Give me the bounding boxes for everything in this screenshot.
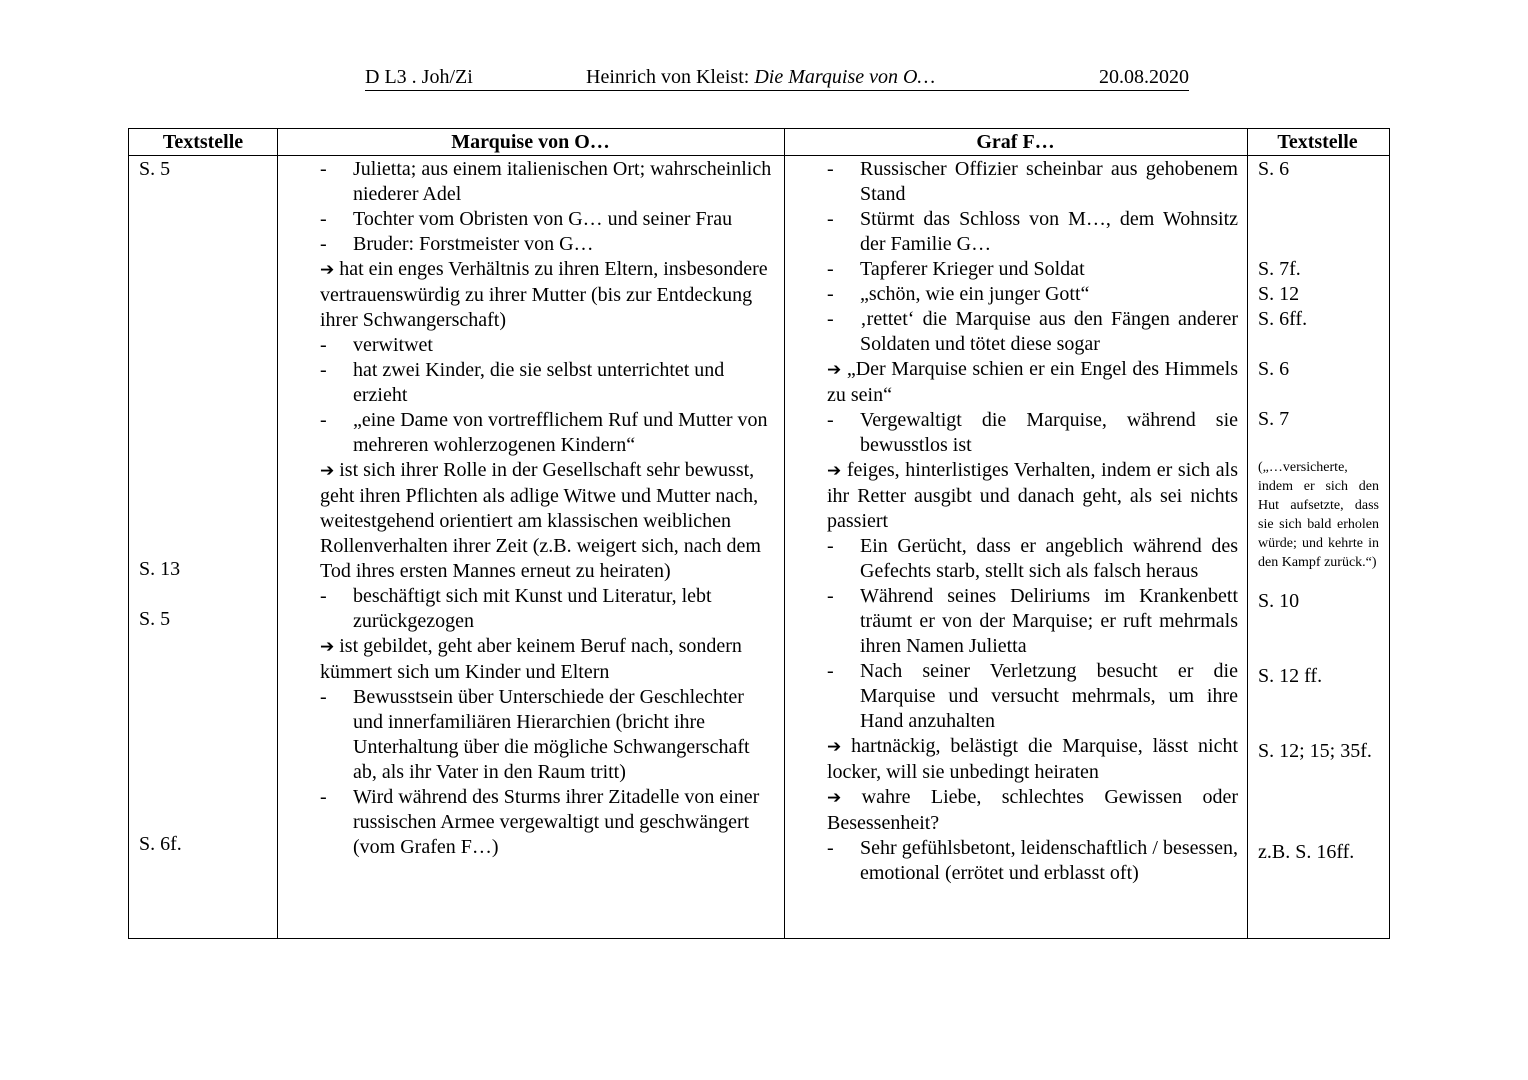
list-item: - „schön, wie ein junger Gott“	[827, 283, 1090, 305]
arrow-right-icon: ➔	[827, 461, 842, 481]
marquise-column	[320, 157, 778, 860]
column-divider	[784, 129, 785, 938]
arrow-right-icon: ➔	[320, 637, 335, 657]
graf-column	[827, 157, 1238, 886]
header-graf: Graf F…	[976, 131, 1055, 153]
conclusion-item: ➔ hartnäckig, belästigt die Marquise, lässt nicht locker, will sie unbedingt heiraten	[827, 735, 1238, 783]
list-item: - „eine Dame von vortrefflichem Ruf und Mutter von mehreren wohlerzogenen Kindern“	[320, 409, 768, 456]
left-ref: S. 13	[139, 558, 181, 580]
document-header	[365, 64, 1189, 91]
left-ref: S. 5	[139, 608, 171, 630]
list-item: - Während seines Deliriums im Krankenbett träumt er von der Marquise; er ruft mehrmals ihren Namen Julietta	[827, 585, 1238, 657]
list-item: - Wird während des Sturms ihrer Zitadelle von einer russischen Armee vergewaltigt und geschwängert (vom Grafen F…)	[320, 786, 760, 858]
right-ref: S. 7	[1258, 408, 1290, 430]
list-item: - Tochter vom Obristen von G… und seiner Frau	[320, 208, 733, 230]
right-note: („…versicherte, indem er sich den Hut aufsetzte, dass sie sich bald erholen würde; und kehrte in den Kampf zurück.“)	[1258, 460, 1379, 570]
list-item: - Bewusstsein über Unterschiede der Geschlechter und innerfamiliären Hierarchien (bricht ihre Unterhaltung über die mögliche Schwangerschaft ab, als ihr Vater in den Raum tritt)	[320, 686, 750, 783]
conclusion-item: ➔ wahre Liebe, schlechtes Gewissen oder Besessenheit?	[827, 786, 1238, 834]
list-item: - Julietta; aus einem italienischen Ort; wahrscheinlich niederer Adel	[320, 158, 772, 205]
right-ref: S. 12 ff.	[1258, 665, 1323, 687]
column-divider	[277, 129, 278, 938]
document-title	[586, 64, 935, 90]
right-ref: z.B. S. 16ff.	[1258, 841, 1355, 863]
author-prefix: Heinrich von Kleist:	[586, 66, 755, 88]
header-marquise: Marquise von O…	[451, 131, 610, 153]
arrow-right-icon: ➔	[827, 737, 842, 757]
list-item: - Tapferer Krieger und Soldat	[827, 258, 1085, 280]
conclusion-item: ➔ feiges, hinterlistiges Verhalten, indem er sich als ihr Retter ausgibt und danach geht, als sei nichts passiert	[827, 459, 1238, 532]
arrow-right-icon: ➔	[827, 360, 842, 380]
conclusion-item: ➔ „Der Marquise schien er ein Engel des Himmels zu sein“	[827, 358, 1239, 406]
list-item: - ‚rettet‘ die Marquise aus den Fängen anderer Soldaten und tötet diese sogar	[827, 308, 1238, 355]
list-item: - hat zwei Kinder, die sie selbst unterrichtet und erzieht	[320, 359, 725, 406]
header-divider	[129, 155, 1389, 156]
list-item: - beschäftigt sich mit Kunst und Literatur, lebt zurückgezogen	[320, 585, 712, 632]
right-ref: S. 12	[1258, 283, 1300, 305]
conclusion-item: ➔ ist sich ihrer Rolle in der Gesellschaft sehr bewusst, geht ihren Pflichten als adlige Witwe und Mutter nach, weitestgehend orientiert am klassischen weiblichen Rollenverhalten ihrer Zeit (z.B. weigert sich, nach dem Tod ihres ersten Mannes erneut zu heiraten)	[320, 459, 761, 582]
right-ref: S. 7f.	[1258, 258, 1301, 280]
work-title: Die Marquise von O…	[754, 66, 936, 88]
list-item: - Nach seiner Verletzung besucht er die Marquise und versucht mehrmals, um ihre Hand anzuhalten	[827, 660, 1238, 732]
document-date: 20.08.2020	[1099, 66, 1189, 88]
conclusion-item: ➔ ist gebildet, geht aber keinem Beruf nach, sondern kümmert sich um Kinder und Eltern	[320, 635, 742, 683]
left-ref: S. 6f.	[139, 833, 182, 855]
right-ref: S. 12; 15; 35f.	[1258, 740, 1372, 762]
list-item: - Sehr gefühlsbetont, leidenschaftlich / besessen, emotional (errötet und erblasst oft)	[827, 837, 1238, 884]
right-ref: S. 6	[1258, 358, 1290, 380]
arrow-right-icon: ➔	[320, 461, 335, 481]
course-code: D L3 . Joh/Zi	[365, 66, 473, 88]
header-textstelle-left: Textstelle	[162, 131, 244, 153]
list-item: - Bruder: Forstmeister von G…	[320, 233, 594, 255]
list-item: - Vergewaltigt die Marquise, während sie bewusstlos ist	[827, 409, 1238, 456]
list-item: - Russischer Offizier scheinbar aus gehobenem Stand	[827, 158, 1238, 205]
list-item: - Ein Gerücht, dass er angeblich während des Gefechts starb, stellt sich als falsch heraus	[827, 535, 1238, 582]
left-ref: S. 5	[139, 158, 171, 180]
list-item: - Stürmt das Schloss von M…, dem Wohnsitz der Familie G…	[827, 208, 1238, 255]
arrow-right-icon: ➔	[827, 788, 842, 808]
header-textstelle-right: Textstelle	[1277, 131, 1358, 153]
column-divider	[1247, 129, 1248, 938]
right-ref: S. 6	[1258, 158, 1290, 180]
list-item: - verwitwet	[320, 334, 433, 356]
arrow-right-icon: ➔	[320, 260, 335, 280]
conclusion-item: ➔ hat ein enges Verhältnis zu ihren Eltern, insbesondere vertrauenswürdig zu ihrer Mutter (bis zur Entdeckung ihrer Schwangerschaft)	[320, 258, 768, 331]
right-ref: S. 10	[1258, 590, 1300, 612]
right-ref: S. 6ff.	[1258, 308, 1308, 330]
